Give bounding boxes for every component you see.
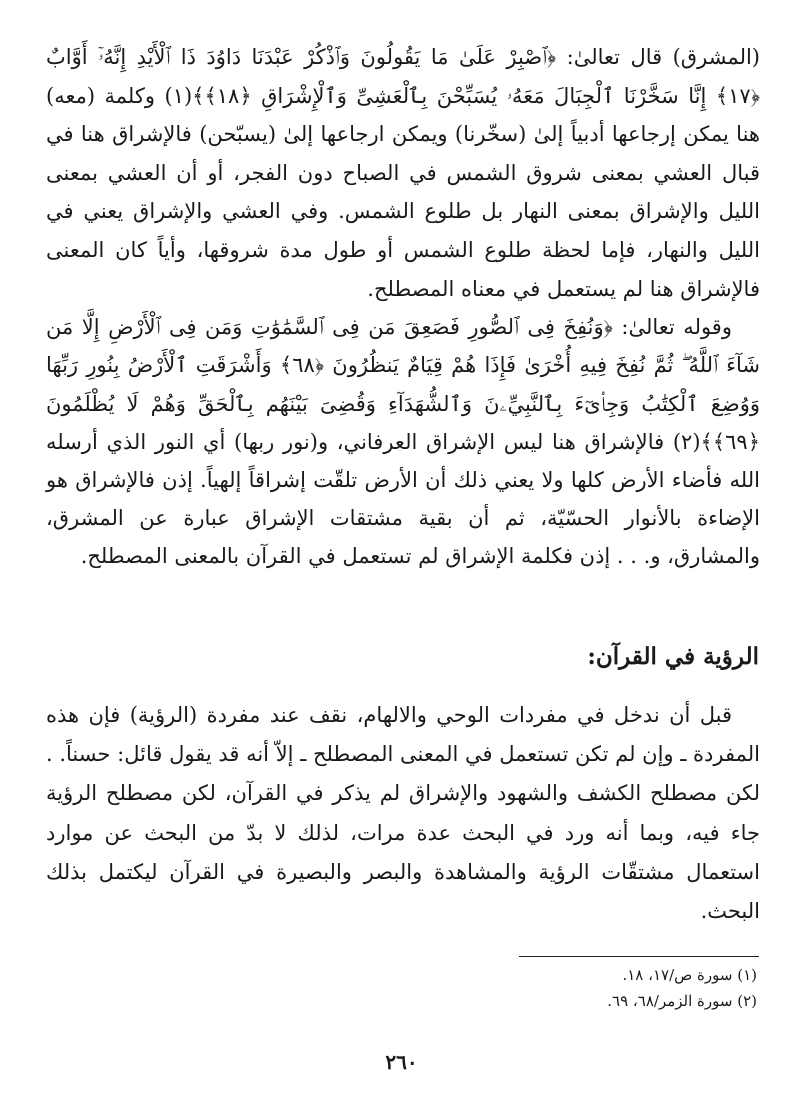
footnote-separator (519, 956, 759, 957)
paragraph-ruya: قبل أن ندخل في مفردات الوحي والالهام، نقف عند مفردة (الرؤية) فإن هذه المفردة ـ وإن لم تكن تستعمل في المعنى المصطلح ـ إلاّ أنه قد يقول قائل: حسناً. . لكن مصطلح الكشف والشهود والإشراق لم يذكر في القرآن، لكن مصطلح الرؤية جاء فيه، وبما أنه ورد في البحث عدة مرات، لذلك لا بدّ من البحث عن موارد استعمال مشتقّات الرؤية والمشاهدة والبصر والبصيرة في القرآن ليكتمل بذلك البحث. (46, 703, 760, 924)
paragraph-mushriq: (المشرق) قال تعالىٰ: ﴿ٱصْبِرْ عَلَىٰ مَا يَقُولُونَ وَٱذْكُرْ عَبْدَنَا دَاوُدَ ذَا ٱلْأَيْدِ إِنَّهُۥٓ أَوَّابٌ ﴿١٧﴾ إِنَّا سَخَّرْنَا ٱلْجِبَالَ مَعَهُۥ يُسَبِّحْنَ بِٱلْعَشِىِّ وَٱلْإِشْرَاقِ ﴿١٨﴾﴾(١) وكلمة (معه) هنا يمكن إرجاعها أدبياً إلىٰ (سخّرنا) ويمكن ارجاعها إلىٰ (يسبّحن) فالإشراق هنا في قبال العشي بمعنى شروق الشمس في الصباح دون الفجر، أو أن العشي بمعنى الليل والإشراق بمعنى النهار بل طلوع الشمس. وفي العشي والإشراق يعني في الليل والنهار، فإما لحظة طلوع الشمس أو طول مدة شروقها، وأياً كان المعنى فالإشراق هنا لم يستعمل في معناه المصطلح. (46, 45, 760, 301)
footnote-1: (١) سورة ص/١٧، ١٨. (622, 966, 757, 984)
footnotes (607, 962, 757, 1014)
main-text-upper (46, 38, 760, 576)
footnote-2: (٢) سورة الزمر/٦٨، ٦٩. (607, 992, 757, 1010)
section-heading: الرؤية في القرآن: (587, 643, 759, 670)
main-text-lower (46, 696, 760, 931)
page-number: ٢٦٠ (385, 1050, 418, 1074)
paragraph-zumar-verse: وقوله تعالىٰ: ﴿وَنُفِخَ فِى ٱلصُّورِ فَصَعِقَ مَن فِى ٱلسَّمَٰوَٰتِ وَمَن فِى ٱلْأَرْضِ إِلَّا مَن شَآءَ ٱللَّهُ ۖ ثُمَّ نُفِخَ فِيهِ أُخْرَىٰ فَإِذَا هُمْ قِيَامٌ يَنظُرُونَ ﴿٦٨﴾ وَأَشْرَقَتِ ٱلْأَرْضُ بِنُورِ رَبِّهَا وَوُضِعَ ٱلْكِتَٰبُ وَجِا۟ىٓءَ بِٱلنَّبِيِّۦنَ وَٱلشُّهَدَآءِ وَقُضِىَ بَيْنَهُم بِٱلْحَقِّ وَهُمْ لَا يُظْلَمُونَ ﴿٦٩﴾﴾(٢) فالإشراق هنا ليس الإشراق العرفاني، و(نور ربها) أي النور الذي أرسله الله فأضاء الأرض كلها ولا يعني ذلك أن الأرض تلقّت إشراقاً إلهياً. إذن فالإشراق هو الإضاءة بالأنوار الحسّيّة، ثم أن بقية مشتقات الإشراق عبارة عن المشرق، والمشارق، و. . . إذن فكلمة الإشراق لم تستعمل في القرآن بالمعنى المصطلح. (46, 315, 761, 569)
